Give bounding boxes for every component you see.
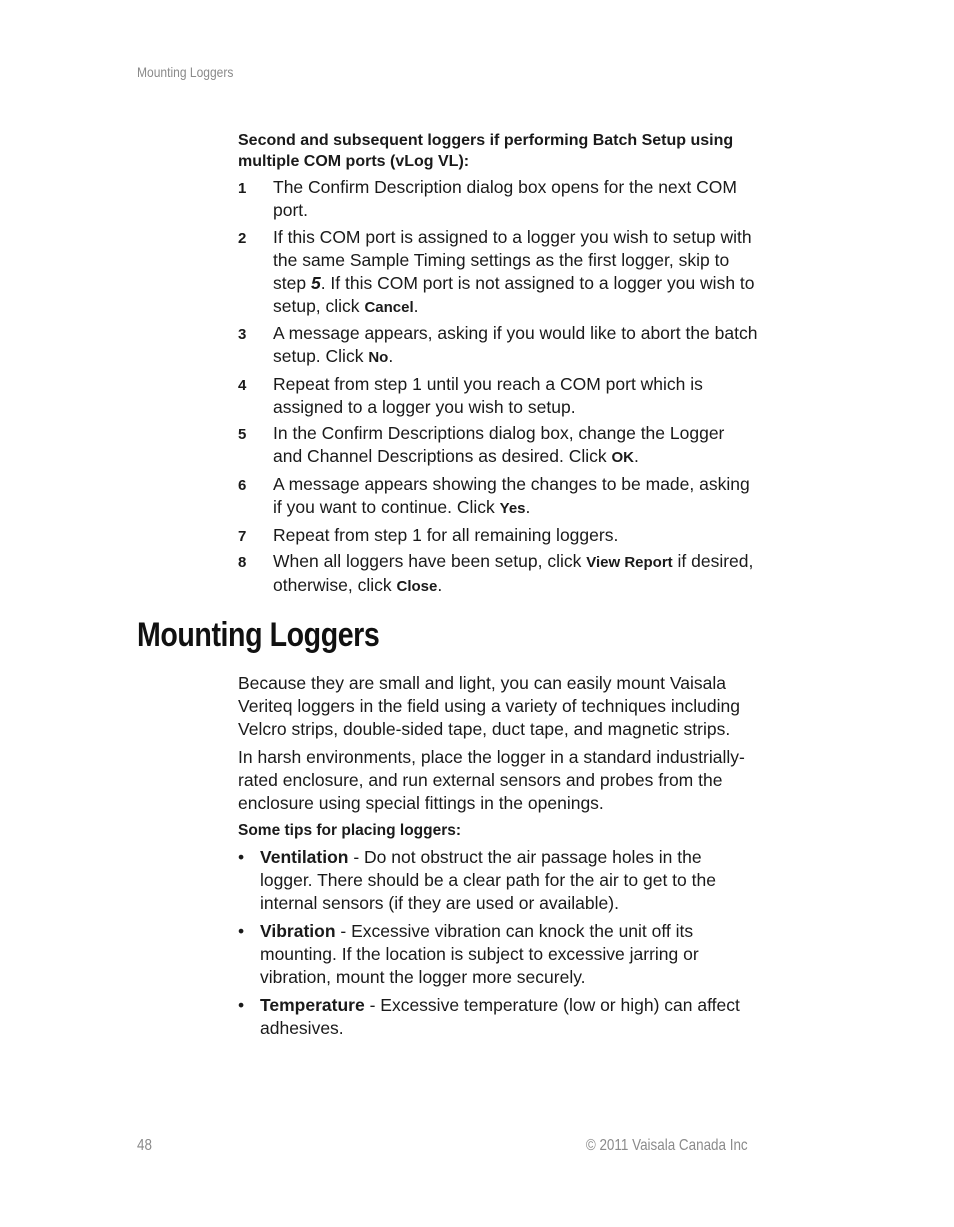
step-item [238, 473, 758, 520]
section-heading: Mounting Loggers [137, 616, 380, 654]
ui-term-no: No [368, 349, 389, 367]
step-text: Repeat from step 1 until you reach a COM port which is assigned to a logger you wish to setup. [273, 373, 703, 417]
step-number: 3 [238, 326, 247, 344]
step-number: 5 [238, 426, 247, 444]
step-item [238, 322, 758, 369]
ui-term-view-report: View Report [586, 554, 673, 572]
batch-setup-steps [238, 176, 758, 598]
step-text: . If this COM port is not assigned to a logger you wish to setup, click [273, 272, 755, 316]
step-item [238, 524, 758, 547]
step-reference: 5 [310, 272, 321, 293]
step-item [238, 373, 758, 419]
step-number: 6 [238, 476, 247, 494]
step-text: . [525, 496, 531, 517]
tip-text: - Excessive temperature (low or high) can affect adhesives. [260, 995, 740, 1038]
tip-text: - Do not obstruct the air passage holes in the logger. There should be a clear path for the air to get to the internal sensors (if they are used or available). [260, 847, 716, 913]
step-text: When all loggers have been setup, click [273, 551, 587, 572]
page-number: 48 [137, 1137, 152, 1154]
step-number: 8 [238, 554, 247, 572]
batch-setup-subheading: Second and subsequent loggers if performing Batch Setup using multiple COM ports (vLog VL): [238, 132, 734, 170]
tip-text: - Excessive vibration can knock the unit off its mounting. If the location is subject to excessive jarring or vibration, mount the logger more securely. [260, 921, 699, 987]
tip-term: Vibration [260, 921, 336, 941]
step-item [238, 226, 758, 319]
step-text: . [634, 446, 639, 467]
paragraph: In harsh environments, place the logger in a standard industrially-rated enclosure, and run external sensors and probes from the enclosure using special fittings in the openings. [238, 747, 745, 813]
ui-term-close: Close [396, 578, 438, 596]
bullet-icon: • [238, 995, 245, 1015]
step-text: . [388, 346, 394, 367]
tip-term: Ventilation [260, 847, 349, 867]
tip-item [238, 846, 758, 915]
bullet-icon: • [238, 921, 245, 941]
step-text: . [437, 575, 443, 596]
ui-term-yes: Yes [499, 499, 526, 517]
step-text: Repeat from step 1 for all remaining loggers. [273, 524, 619, 545]
step-text: if desired, otherwise, click [273, 551, 754, 596]
batch-setup-section [238, 130, 758, 602]
tip-term: Temperature [260, 995, 365, 1015]
mounting-section [238, 672, 758, 1045]
step-item [238, 422, 758, 469]
step-text: If this COM port is assigned to a logger you wish to setup with the same Sample Timing settings as the first logger, skip to step [273, 226, 752, 293]
step-number: 2 [238, 229, 247, 247]
tip-item [238, 920, 758, 989]
ui-term-ok: OK [611, 449, 634, 467]
bullet-icon: • [238, 847, 245, 867]
running-header: Mounting Loggers [137, 64, 234, 80]
tips-subheading: Some tips for placing loggers: [238, 822, 462, 839]
step-text: A message appears showing the changes to be made, asking if you want to continue. Click [273, 473, 750, 517]
step-item [238, 550, 758, 598]
step-number: 4 [238, 376, 247, 394]
step-text: . [413, 295, 419, 316]
step-text: A message appears, asking if you would like to abort the batch setup. Click [273, 323, 758, 367]
step-number: 7 [238, 527, 247, 545]
step-number: 1 [238, 180, 247, 197]
paragraph: Because they are small and light, you can easily mount Vaisala Veriteq loggers in the field using a variety of techniques including Velcro strips, double-sided tape, duct tape, and magnetic strips. [238, 673, 740, 739]
tips-list [238, 846, 758, 1040]
step-item [238, 176, 758, 222]
tip-item [238, 994, 758, 1040]
copyright-notice: © 2011 Vaisala Canada Inc [586, 1137, 748, 1154]
step-text: The Confirm Description dialog box opens for the next COM port. [273, 177, 737, 220]
step-text: In the Confirm Descriptions dialog box, change the Logger and Channel Descriptions as desired. Click [273, 423, 725, 467]
ui-term-cancel: Cancel [364, 298, 414, 316]
